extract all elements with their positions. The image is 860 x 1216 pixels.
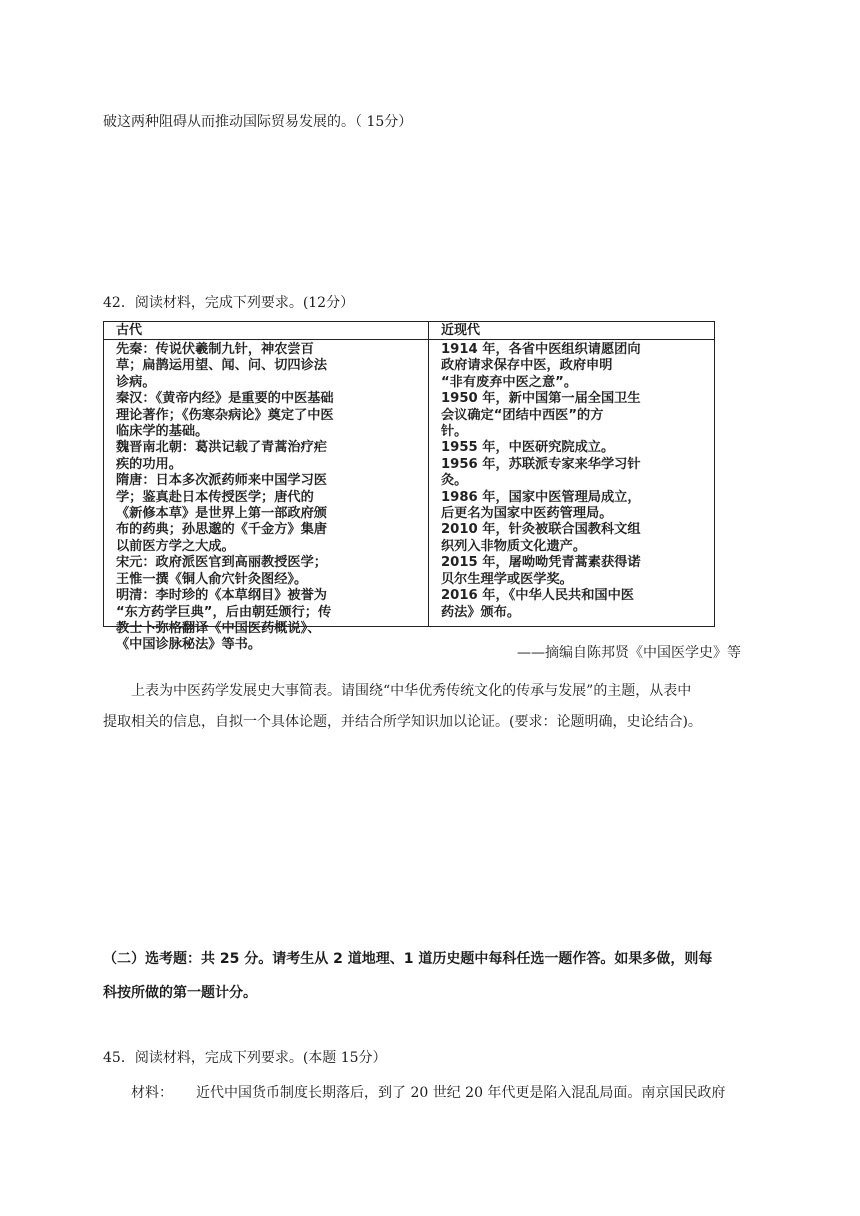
modern-line: 1914 年，各省中医组织请愿团向 [441,342,641,357]
ancient-line: 先秦：传说伏羲制九针，神农尝百 [116,342,314,357]
modern-line: 1950 年，新中国第一届全国卫生 [441,391,641,407]
ancient-header: 古代 [104,322,428,340]
modern-cell [429,340,714,621]
modern-line: 织列入非物质文化遗产。 [441,538,587,554]
ancient-cell [104,340,428,654]
ancient-line: 隋唐：日本多次派药师来中国学习医 [116,473,327,489]
ancient-line: 魏晋南北朝：葛洪记载了青蒿治疗疟 [116,440,327,456]
modern-line: 会议确定“团结中西医”的方 [441,407,604,423]
material-text: 近代中国货币制度长期落后，到了 20 世纪 20 年代更是陷入混乱局面。南京国民政府 [196,1085,726,1101]
ancient-line: 王惟一撰《铜人俞穴针灸图经》。 [116,571,308,587]
modern-line: 药法》颁布。 [441,604,521,620]
modern-line: 2015 年，屠呦呦凭青蒿素获得诺 [441,555,641,571]
modern-line: 1955 年，中医研究院成立。 [441,440,615,456]
modern-column [429,322,714,626]
modern-line: 2016 年，《中华人民共和国中医 [441,588,634,604]
ancient-line: 疾的功用。 [116,456,182,472]
modern-line: 1986 年，国家中医管理局成立， [441,489,641,505]
modern-line: 后更名为国家中医药管理局。 [441,506,613,522]
ancient-column [104,322,429,653]
ancient-line: 《中国诊脉秘法》等书。 [116,637,262,653]
ancient-line: “东方药学巨典”，后由朝廷颁行；传 [116,604,332,620]
modern-line: 贝尔生理学或医学奖。 [441,571,573,587]
ancient-line: 《新修本草》是世界上第一部政府颁 [116,506,327,522]
tcm-history-table [103,321,715,653]
modern-line: 1956 年，苏联派专家来华学习针 [441,456,641,472]
ancient-line: 宋元：政府派医官到高丽教授医学； [116,555,327,571]
section-2-instructions-line-1: （二）选考题：共 25 分。请考生从 2 道地理、1 道历史题中每科任选一题作答。如果多做，则每 [103,951,713,967]
ancient-line: 诊病。 [116,374,156,390]
question-42-prompt-line-2: 提取相关的信息，自拟一个具体论题，并结合所学知识加以论证。(要求：论题明确，史论结合)。 [103,714,702,730]
modern-line: 针。 [441,424,468,440]
ancient-line: 以前医方学之大成。 [116,538,235,554]
ancient-line: 学；鉴真赴日本传授医学；唐代的 [116,489,314,505]
ancient-line: 草；扁鹊运用望、闻、问、切四诊法 [116,358,327,374]
modern-line: “非有废弃中医之意”。 [441,374,578,390]
ancient-line: 明清：李时珍的《本草纲目》被誉为 [116,588,327,604]
question-42-title: 42．阅读材料，完成下列要求。(12分） [103,295,355,311]
ancient-line: 布的药典；孙思邈的《千金方》集唐 [116,522,327,538]
question-42-prompt-line-1: 上表为中医药学发展史大事简表。请围绕“中华优秀传统文化的传承与发展”的主题，从表中 [131,683,692,699]
modern-header: 近现代 [429,322,714,340]
ancient-line: 秦汉：《黄帝内经》是重要的中医基础 [116,391,334,407]
table-source: ——摘编自陈邦贤《中国医学史》等 [517,645,741,661]
ancient-line: 理论著作；《伤寒杂病论》奠定了中医 [116,407,334,423]
previous-question-tail: 破这两种阻碍从而推动国际贸易发展的。（ 15分） [103,114,413,130]
question-45-title: 45．阅读材料，完成下列要求。(本题 15分） [103,1050,387,1066]
modern-line: 政府请求保存中医，政府申明 [441,358,613,374]
ancient-line: 临床学的基础。 [116,424,209,440]
material-label: 材料： [131,1085,173,1101]
section-2-instructions-line-2: 科按所做的第一题计分。 [103,985,257,1001]
ancient-line: 教士卜弥格翻译《中国医药概说》、 [116,620,321,636]
modern-line: 灸。 [441,473,468,489]
modern-line: 2010 年，针灸被联合国教科文组 [441,522,641,538]
